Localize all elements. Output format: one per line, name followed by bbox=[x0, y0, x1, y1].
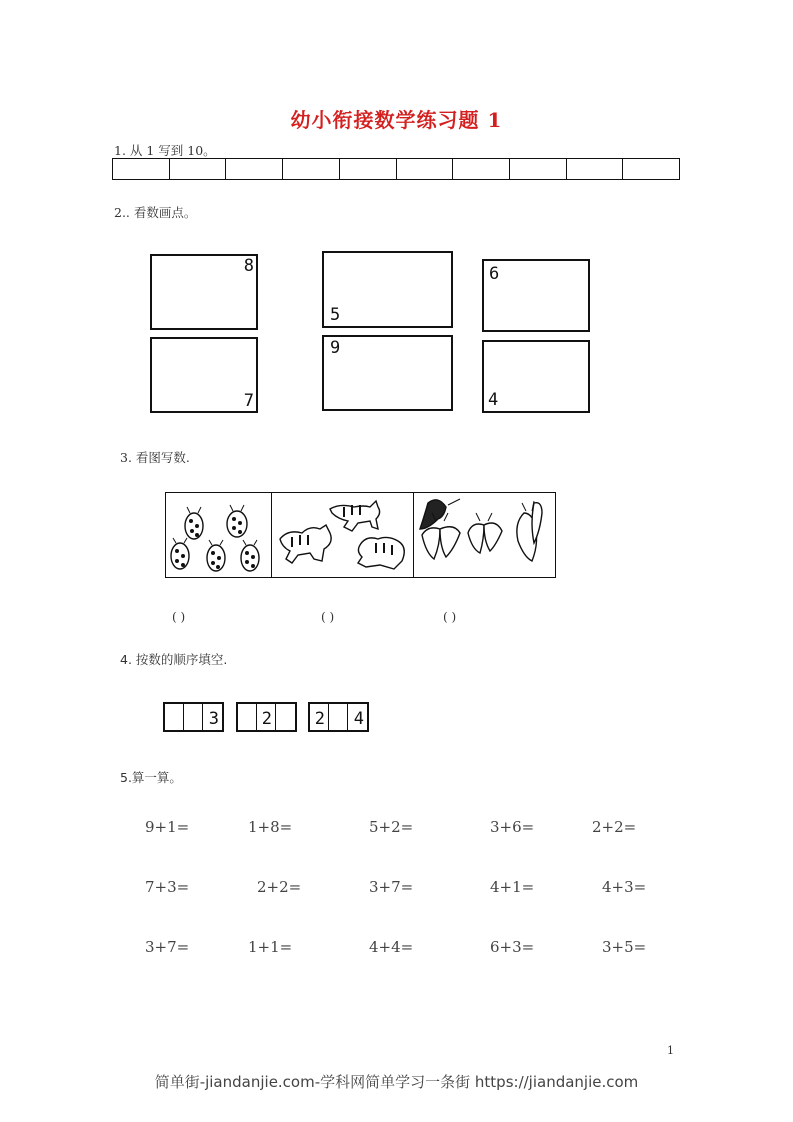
sequence-cell[interactable] bbox=[329, 704, 348, 730]
dot-box-5[interactable] bbox=[322, 251, 453, 328]
footer-watermark: 简单街-jiandanjie.com-学科网简单学习一条街 https://jiandanjie.com bbox=[154, 1073, 639, 1091]
box-number: 4 bbox=[488, 390, 499, 410]
sequence-cell[interactable] bbox=[184, 704, 203, 730]
box-number: 6 bbox=[489, 264, 500, 284]
picture-strip bbox=[165, 492, 556, 578]
question-4-label: 4. 按数的顺序填空. bbox=[120, 652, 228, 667]
calc-item[interactable]: 1+8= bbox=[248, 818, 293, 836]
write-1-to-10-grid bbox=[112, 158, 680, 180]
answer-blank-cats[interactable]: ( ) bbox=[321, 610, 335, 624]
grid-cell[interactable] bbox=[567, 159, 624, 179]
page-title: 幼小衔接数学练习题 1 bbox=[290, 108, 503, 132]
answer-blank-butterflies[interactable]: ( ) bbox=[443, 610, 457, 624]
sequence-cell[interactable] bbox=[257, 704, 276, 730]
grid-cell[interactable] bbox=[170, 159, 227, 179]
ladybugs-panel bbox=[166, 493, 272, 577]
box-number: 7 bbox=[243, 391, 254, 411]
calc-item[interactable]: 4+1= bbox=[490, 878, 535, 896]
calc-item[interactable]: 2+2= bbox=[592, 818, 637, 836]
dot-box-6[interactable] bbox=[482, 259, 590, 332]
grid-cell[interactable] bbox=[453, 159, 510, 179]
page-number: 1 bbox=[667, 1044, 674, 1057]
butterfly-icon bbox=[414, 493, 555, 577]
calc-item[interactable]: 3+6= bbox=[490, 818, 535, 836]
question-1-label: 1. 从 1 写到 10。 bbox=[114, 143, 216, 158]
answer-blank-ladybugs[interactable]: ( ) bbox=[172, 610, 186, 624]
grid-cell[interactable] bbox=[623, 159, 679, 179]
question-5-label: 5.算一算。 bbox=[120, 770, 182, 785]
sequence-cell[interactable] bbox=[203, 704, 222, 730]
question-2-label: 2.. 看数画点。 bbox=[114, 205, 197, 220]
calc-item[interactable]: 1+1= bbox=[248, 938, 293, 956]
grid-cell[interactable] bbox=[397, 159, 454, 179]
calc-item[interactable]: 9+1= bbox=[145, 818, 190, 836]
grid-cell[interactable] bbox=[283, 159, 340, 179]
sequence-cell[interactable] bbox=[310, 704, 329, 730]
dot-box-8[interactable] bbox=[150, 254, 258, 330]
dot-box-9[interactable] bbox=[322, 335, 453, 411]
calc-item[interactable]: 3+5= bbox=[602, 938, 647, 956]
box-number: 5 bbox=[330, 305, 341, 325]
butterflies-panel bbox=[414, 493, 555, 577]
grid-cell[interactable] bbox=[226, 159, 283, 179]
sequence-group-2 bbox=[236, 702, 297, 732]
box-number: 8 bbox=[243, 256, 254, 276]
calc-item[interactable]: 7+3= bbox=[145, 878, 190, 896]
grid-cell[interactable] bbox=[113, 159, 170, 179]
cell-value: 3 bbox=[208, 709, 219, 729]
sequence-cell[interactable] bbox=[165, 704, 184, 730]
calc-item[interactable]: 5+2= bbox=[369, 818, 414, 836]
sequence-cell[interactable] bbox=[238, 704, 257, 730]
question-3-label: 3. 看图写数. bbox=[120, 450, 190, 465]
cat-icon bbox=[272, 493, 413, 577]
grid-cell[interactable] bbox=[340, 159, 397, 179]
calc-item[interactable]: 4+4= bbox=[369, 938, 414, 956]
sequence-group-3 bbox=[308, 702, 369, 732]
dot-box-7[interactable] bbox=[150, 337, 258, 413]
calc-item[interactable]: 4+3= bbox=[602, 878, 647, 896]
calc-item[interactable]: 6+3= bbox=[490, 938, 535, 956]
grid-cell[interactable] bbox=[510, 159, 567, 179]
cell-value: 4 bbox=[353, 709, 364, 729]
sequence-cell[interactable] bbox=[276, 704, 295, 730]
dot-box-4[interactable] bbox=[482, 340, 590, 413]
cell-value: 2 bbox=[314, 709, 325, 729]
sequence-group-1 bbox=[163, 702, 224, 732]
calc-item[interactable]: 3+7= bbox=[145, 938, 190, 956]
ladybug-icon bbox=[166, 493, 272, 577]
cell-value: 2 bbox=[261, 709, 272, 729]
box-number: 9 bbox=[330, 338, 341, 358]
sequence-cell[interactable] bbox=[348, 704, 367, 730]
calc-item[interactable]: 2+2= bbox=[257, 878, 302, 896]
calc-item[interactable]: 3+7= bbox=[369, 878, 414, 896]
cats-panel bbox=[272, 493, 413, 577]
